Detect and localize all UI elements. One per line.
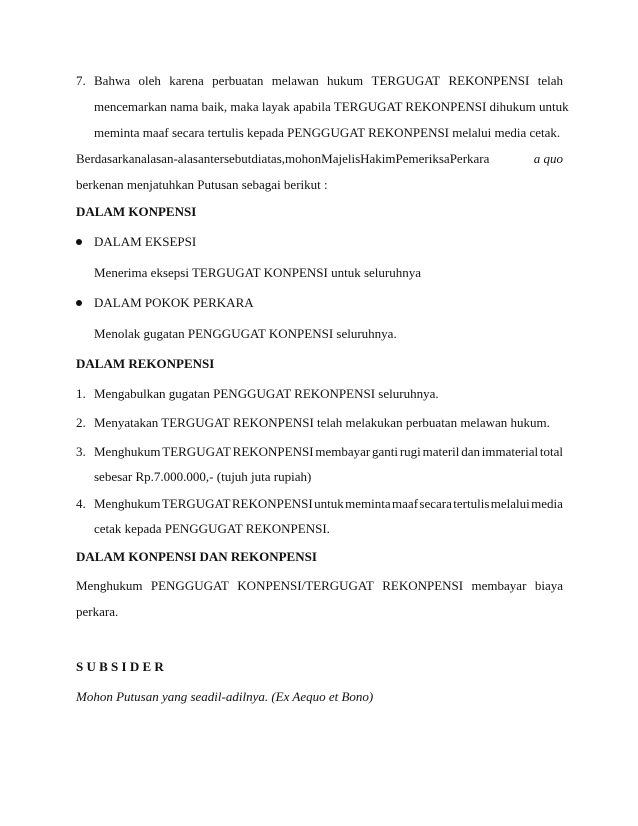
rekonpensi-item4-line2: cetak kepada PENGGUGAT REKONPENSI. (94, 521, 330, 536)
word: Majelis (321, 151, 361, 166)
word: untuk (314, 496, 344, 511)
word: biaya (534, 578, 563, 593)
rekonpensi-item3-line1 (94, 444, 563, 460)
word: TERGUGAT (162, 444, 231, 459)
eksepsi-label: DALAM EKSEPSI (94, 234, 197, 249)
word: atas, (261, 151, 286, 166)
intro-line1-words (76, 151, 526, 167)
word: ganti (372, 444, 399, 459)
word: Berdasarkan (76, 151, 141, 166)
word: total (539, 444, 563, 459)
word: oleh (138, 73, 161, 88)
item7-number: 7. (76, 73, 86, 88)
item7-line3: meminta maaf secara tertulis kepada PENGGUGAT REKONPENSI melalui media cetak. (94, 125, 561, 140)
word: secara (419, 496, 452, 511)
word: Menghukum (94, 444, 161, 459)
word: PENGGUGAT (150, 578, 229, 593)
rekonpensi-item3-line2: sebesar Rp.7.000.000,- (tujuh juta rupiah) (94, 469, 312, 484)
intro-line1-italic: a quo (533, 151, 563, 166)
gabungan-heading: DALAM KONPENSI DAN REKONPENSI (76, 549, 317, 564)
rekonpensi-heading: DALAM REKONPENSI (76, 356, 215, 371)
word: membayar (315, 444, 371, 459)
rekonpensi-item1-number: 1. (76, 386, 86, 401)
word: tertulis (453, 496, 490, 511)
subsider-heading: S U B S I D E R (76, 659, 164, 674)
word: immaterial (481, 444, 539, 459)
word: REKONPENSI (232, 444, 314, 459)
word: melalui (490, 496, 530, 511)
word: Perkara (449, 151, 490, 166)
rekonpensi-item2-number: 2. (76, 415, 86, 430)
word: materil (422, 444, 460, 459)
subsider-text: Mohon Putusan yang seadil-adilnya. (Ex Aequo et Bono) (76, 689, 374, 704)
eksepsi-text: Menerima eksepsi TERGUGAT KONPENSI untuk seluruhnya (94, 265, 422, 280)
intro-line2: berkenan menjatuhkan Putusan sebagai berikut : (76, 177, 328, 192)
word: di (251, 151, 262, 166)
word: REKONPENSI (231, 496, 313, 511)
word: Bahwa (94, 73, 131, 88)
word: media (531, 496, 563, 511)
word: meminta (345, 496, 391, 511)
word: mohon (285, 151, 322, 166)
word: Menghukum (76, 578, 143, 593)
pokok-text: Menolak gugatan PENGGUGAT KONPENSI seluruhnya. (94, 326, 397, 341)
gabungan-line1 (76, 578, 563, 594)
word: Hakim (360, 151, 396, 166)
word: perbuatan (212, 73, 264, 88)
word: melawan (271, 73, 319, 88)
rekonpensi-item3-number: 3. (76, 444, 86, 459)
word: rugi (399, 444, 421, 459)
word: dan (461, 444, 480, 459)
intro-line1 (76, 151, 563, 167)
word: REKONPENSI (382, 578, 464, 593)
item7-line2: mencemarkan nama baik, maka layak apabila TERGUGAT REKONPENSI dihukum untuk (94, 99, 569, 114)
bullet-icon (76, 300, 82, 306)
bullet-icon (76, 239, 82, 245)
word: karena (169, 73, 204, 88)
item7-line1 (94, 73, 563, 89)
word: REKONPENSI (448, 73, 530, 88)
rekonpensi-item1-text: Mengabulkan gugatan PENGGUGAT REKONPENSI seluruhnya. (94, 386, 439, 401)
word: tersebut (210, 151, 252, 166)
word: maaf (392, 496, 419, 511)
gabungan-line2: perkara. (76, 604, 119, 619)
rekonpensi-item4-number: 4. (76, 496, 86, 511)
word: KONPENSI/TERGUGAT (237, 578, 374, 593)
konpensi-heading: DALAM KONPENSI (76, 204, 197, 219)
word: hukum (327, 73, 364, 88)
word: TERGUGAT (371, 73, 441, 88)
word: alasan-alasan (140, 151, 211, 166)
word: Pemeriksa (395, 151, 450, 166)
word: TERGUGAT (161, 496, 231, 511)
word: Menghukum (94, 496, 161, 511)
rekonpensi-item4-line1 (94, 496, 563, 512)
word: membayar (471, 578, 527, 593)
pokok-label: DALAM POKOK PERKARA (94, 295, 254, 310)
rekonpensi-item2-text: Menyatakan TERGUGAT REKONPENSI telah melakukan perbuatan melawan hukum. (94, 415, 550, 430)
word: telah (537, 73, 563, 88)
